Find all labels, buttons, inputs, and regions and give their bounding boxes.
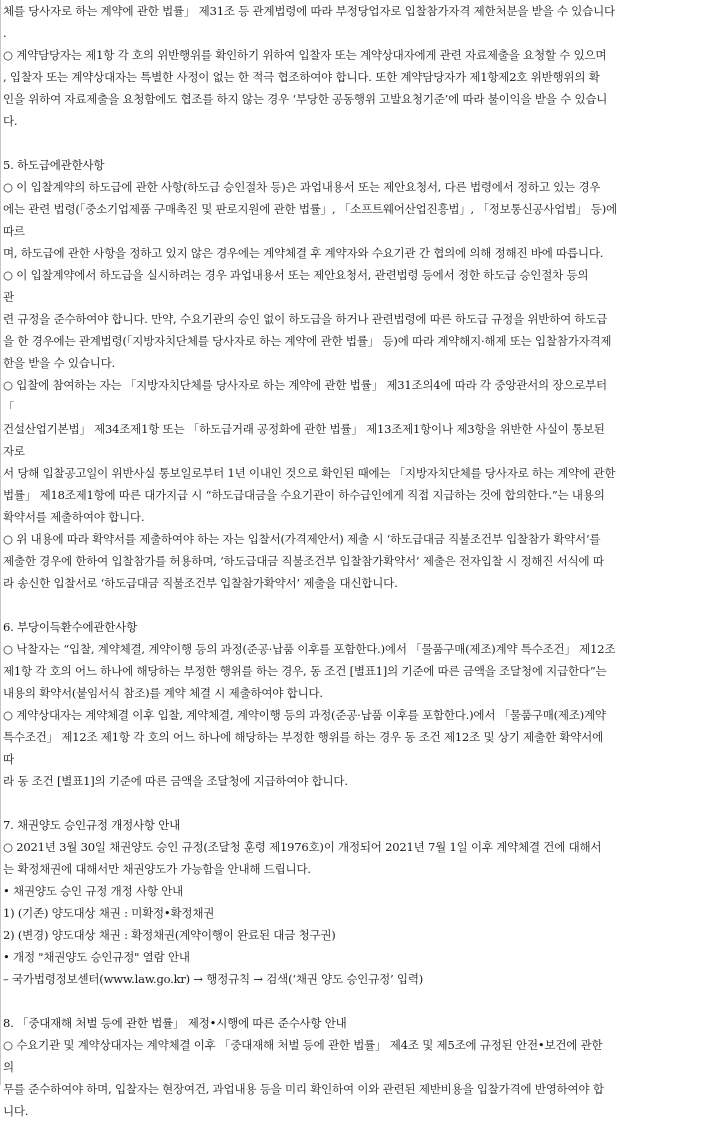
text-line: ○ 2021년 3월 30일 채권양도 승인 규정(조달청 훈령 제1976호)이 개정되어 2021년 7월 1일 이후 계약체결 건에 대해서 xyxy=(3,840,602,854)
text-line: 체를 당사자로 하는 계약에 관한 법률」 제31조 등 관계법령에 따라 부정당업자로 입찰참가자격 제한처분을 받을 수 있습니다 xyxy=(3,4,615,18)
text-line: 며, 하도급에 관한 사항을 정하고 있지 않은 경우에는 계약체결 후 계약자와 수요기관 간 협의에 의해 정해진 바에 따릅니다. xyxy=(3,246,604,260)
text-line: • 채권양도 승인 규정 개정 사항 안내 xyxy=(3,884,184,898)
text-line: 한을 받을 수 있습니다. xyxy=(3,356,116,370)
text-line: 서 당해 입찰공고일이 위반사실 통보일로부터 1년 이내인 것으로 확인된 때에는 「지방자치단체를 당사자로 하는 계약에 관한 xyxy=(3,466,616,480)
text-line: 내용의 확약서(붙임서식 참조)를 계약 체결 시 제출하여야 합니다. xyxy=(3,686,323,700)
text-line: 의 xyxy=(3,1060,14,1074)
text-line: ○ 이 입찰계약에서 하도급을 실시하려는 경우 과업내용서 또는 제안요청서, 관련법령 등에서 정한 하도급 승인절차 등의 xyxy=(3,268,589,282)
text-line: 2) (변경) 양도대상 채권 : 확정채권(계약이행이 완료된 대금 청구권) xyxy=(3,928,336,942)
text-line: ○ 계약상대자는 계약체결 이후 입찰, 계약체결, 계약이행 등의 과정(준공·납품 이후를 포함한다.)에서 「물품구매(제조)계약 xyxy=(3,708,606,722)
text-line: 을 한 경우에는 관계법령(「지방자치단체를 당사자로 하는 계약에 관한 법률」 등)에 따라 계약해지·해제 또는 입찰참가자격제 xyxy=(3,334,612,348)
text-line: 제출한 경우에 한하여 입찰참가를 허용하며, ‘하도급대금 직불조건부 입찰참가확약서’ 제출은 전자입찰 시 정해진 서식에 따 xyxy=(3,554,604,568)
text-line: 라 송신한 입찰서로 ‘하도급대금 직불조건부 입찰참가확약서’ 제출을 대신합니다. xyxy=(3,576,398,590)
text-line: 자로 xyxy=(3,444,25,458)
text-line: 에는 관련 법령(「중소기업제품 구매촉진 및 판로지원에 관한 법률」, 「소프트웨어산업진흥법」, 「정보통신공사업법」 등)에 xyxy=(3,202,617,216)
text-line: • 개정 "채권양도 승인규정" 열람 안내 xyxy=(3,950,190,964)
text-line: 니다. xyxy=(3,1104,29,1118)
text-line xyxy=(3,132,717,154)
text-line: 무를 준수하여야 하며, 입찰자는 현장여건, 과업내용 등을 미리 확인하여 이와 관련된 제반비용을 입찰가격에 반영하여야 합 xyxy=(3,1082,604,1096)
text-line: ○ 이 입찰계약의 하도급에 관한 사항(하도급 승인절차 등)은 과업내용서 또는 제안요청서, 다른 법령에서 정하고 있는 경우 xyxy=(3,180,601,194)
text-line: ○ 낙찰자는 “입찰, 계약체결, 계약이행 등의 과정(준공·납품 이후를 포함한다.)에서 「물품구매(제조)계약 특수조건」 제12조 xyxy=(3,642,616,656)
text-line: 법률」 제18조제1항에 따른 대가지급 시 “하도급대금을 수요기관이 하수급인에게 직접 지급하는 것에 합의한다.”는 내용의 xyxy=(3,488,605,502)
section-heading: 5. 하도급에관한사항 xyxy=(3,158,105,172)
text-line: . xyxy=(3,26,7,40)
text-line: 라 동 조건 [별표1]의 기준에 따른 금액을 조달청에 지급하여야 합니다. xyxy=(3,774,348,788)
text-line: ○ 입찰에 참여하는 자는 「지방자치단체를 당사자로 하는 계약에 관한 법률」 제31조의4에 따라 각 중앙관서의 장으로부터 xyxy=(3,378,607,392)
text-line: ○ 계약담당자는 제1항 각 호의 위반행위를 확인하기 위하여 입찰자 또는 계약상대자에게 관련 자료제출을 요청할 수 있으며 xyxy=(3,48,607,62)
section-heading: 7. 채권양도 승인규정 개정사항 안내 xyxy=(3,818,181,832)
text-line: 관 xyxy=(3,290,14,304)
section-heading: 6. 부당이득환수에관한사항 xyxy=(3,620,138,634)
text-line: 「 xyxy=(3,400,15,414)
text-line: 1) (기존) 양도대상 채권 : 미확정•확정채권 xyxy=(3,906,215,920)
text-line xyxy=(3,594,717,616)
text-line: 따 xyxy=(3,752,14,766)
text-line: 특수조건」 제12조 제1항 각 호의 어느 하나에 해당하는 부정한 행위를 하는 경우 동 조건 제12조 및 상기 제출한 확약서에 xyxy=(3,730,603,744)
text-line: 따르 xyxy=(3,224,25,238)
section-heading: 8. 「중대재해 처벌 등에 관한 법률」 제정•시행에 따른 준수사항 안내 xyxy=(3,1016,347,1030)
text-line: 제1항 각 호의 어느 하나에 해당하는 부정한 행위를 하는 경우, 동 조건 [별표1]의 기준에 따른 금액을 조달청에 지급한다”는 xyxy=(3,664,607,678)
text-line: ○ 수요기관 및 계약상대자는 계약체결 이후 「중대재해 처벌 등에 관한 법률」 제4조 및 제5조에 규정된 안전•보건에 관한 xyxy=(3,1038,603,1052)
text-line: 건설산업기본법」 제34조제1항 또는 「하도급거래 공정화에 관한 법률」 제13조제1항이나 제3항을 위반한 사실이 통보된 xyxy=(3,422,605,436)
text-line: 확약서를 제출하여야 합니다. xyxy=(3,510,145,524)
text-line: , 입찰자 또는 계약상대자는 특별한 사정이 없는 한 적극 협조하여야 합니다. 또한 계약담당자가 제1항제2호 위반행위의 확 xyxy=(3,70,600,84)
text-line: 다. xyxy=(3,114,18,128)
text-line: – 국가법령정보센터(www.law.go.kr) → 행정규칙 → 검색(‘채권 양도 승인규정’ 입력) xyxy=(3,972,424,986)
text-line xyxy=(3,792,717,814)
text-line: 는 확정채권에 대해서만 채권양도가 가능함을 안내해 드립니다. xyxy=(3,862,311,876)
text-line: ○ 위 내용에 따라 확약서를 제출하여야 하는 자는 입찰서(가격제안서) 제출 시 ‘하도급대금 직불조건부 입찰참가 확약서’를 xyxy=(3,532,601,546)
text-line: 련 규정을 준수하여야 합니다. 만약, 수요기관의 승인 없이 하도급을 하거나 관련법령에 따른 하도급 규정을 위반하여 하도급 xyxy=(3,312,608,326)
text-line xyxy=(3,990,717,1012)
text-line: 인을 위하여 자료제출을 요청함에도 협조를 하지 않는 경우 ‘부당한 공동행위 고발요청기준’에 따라 불이익을 받을 수 있습니 xyxy=(3,92,608,106)
